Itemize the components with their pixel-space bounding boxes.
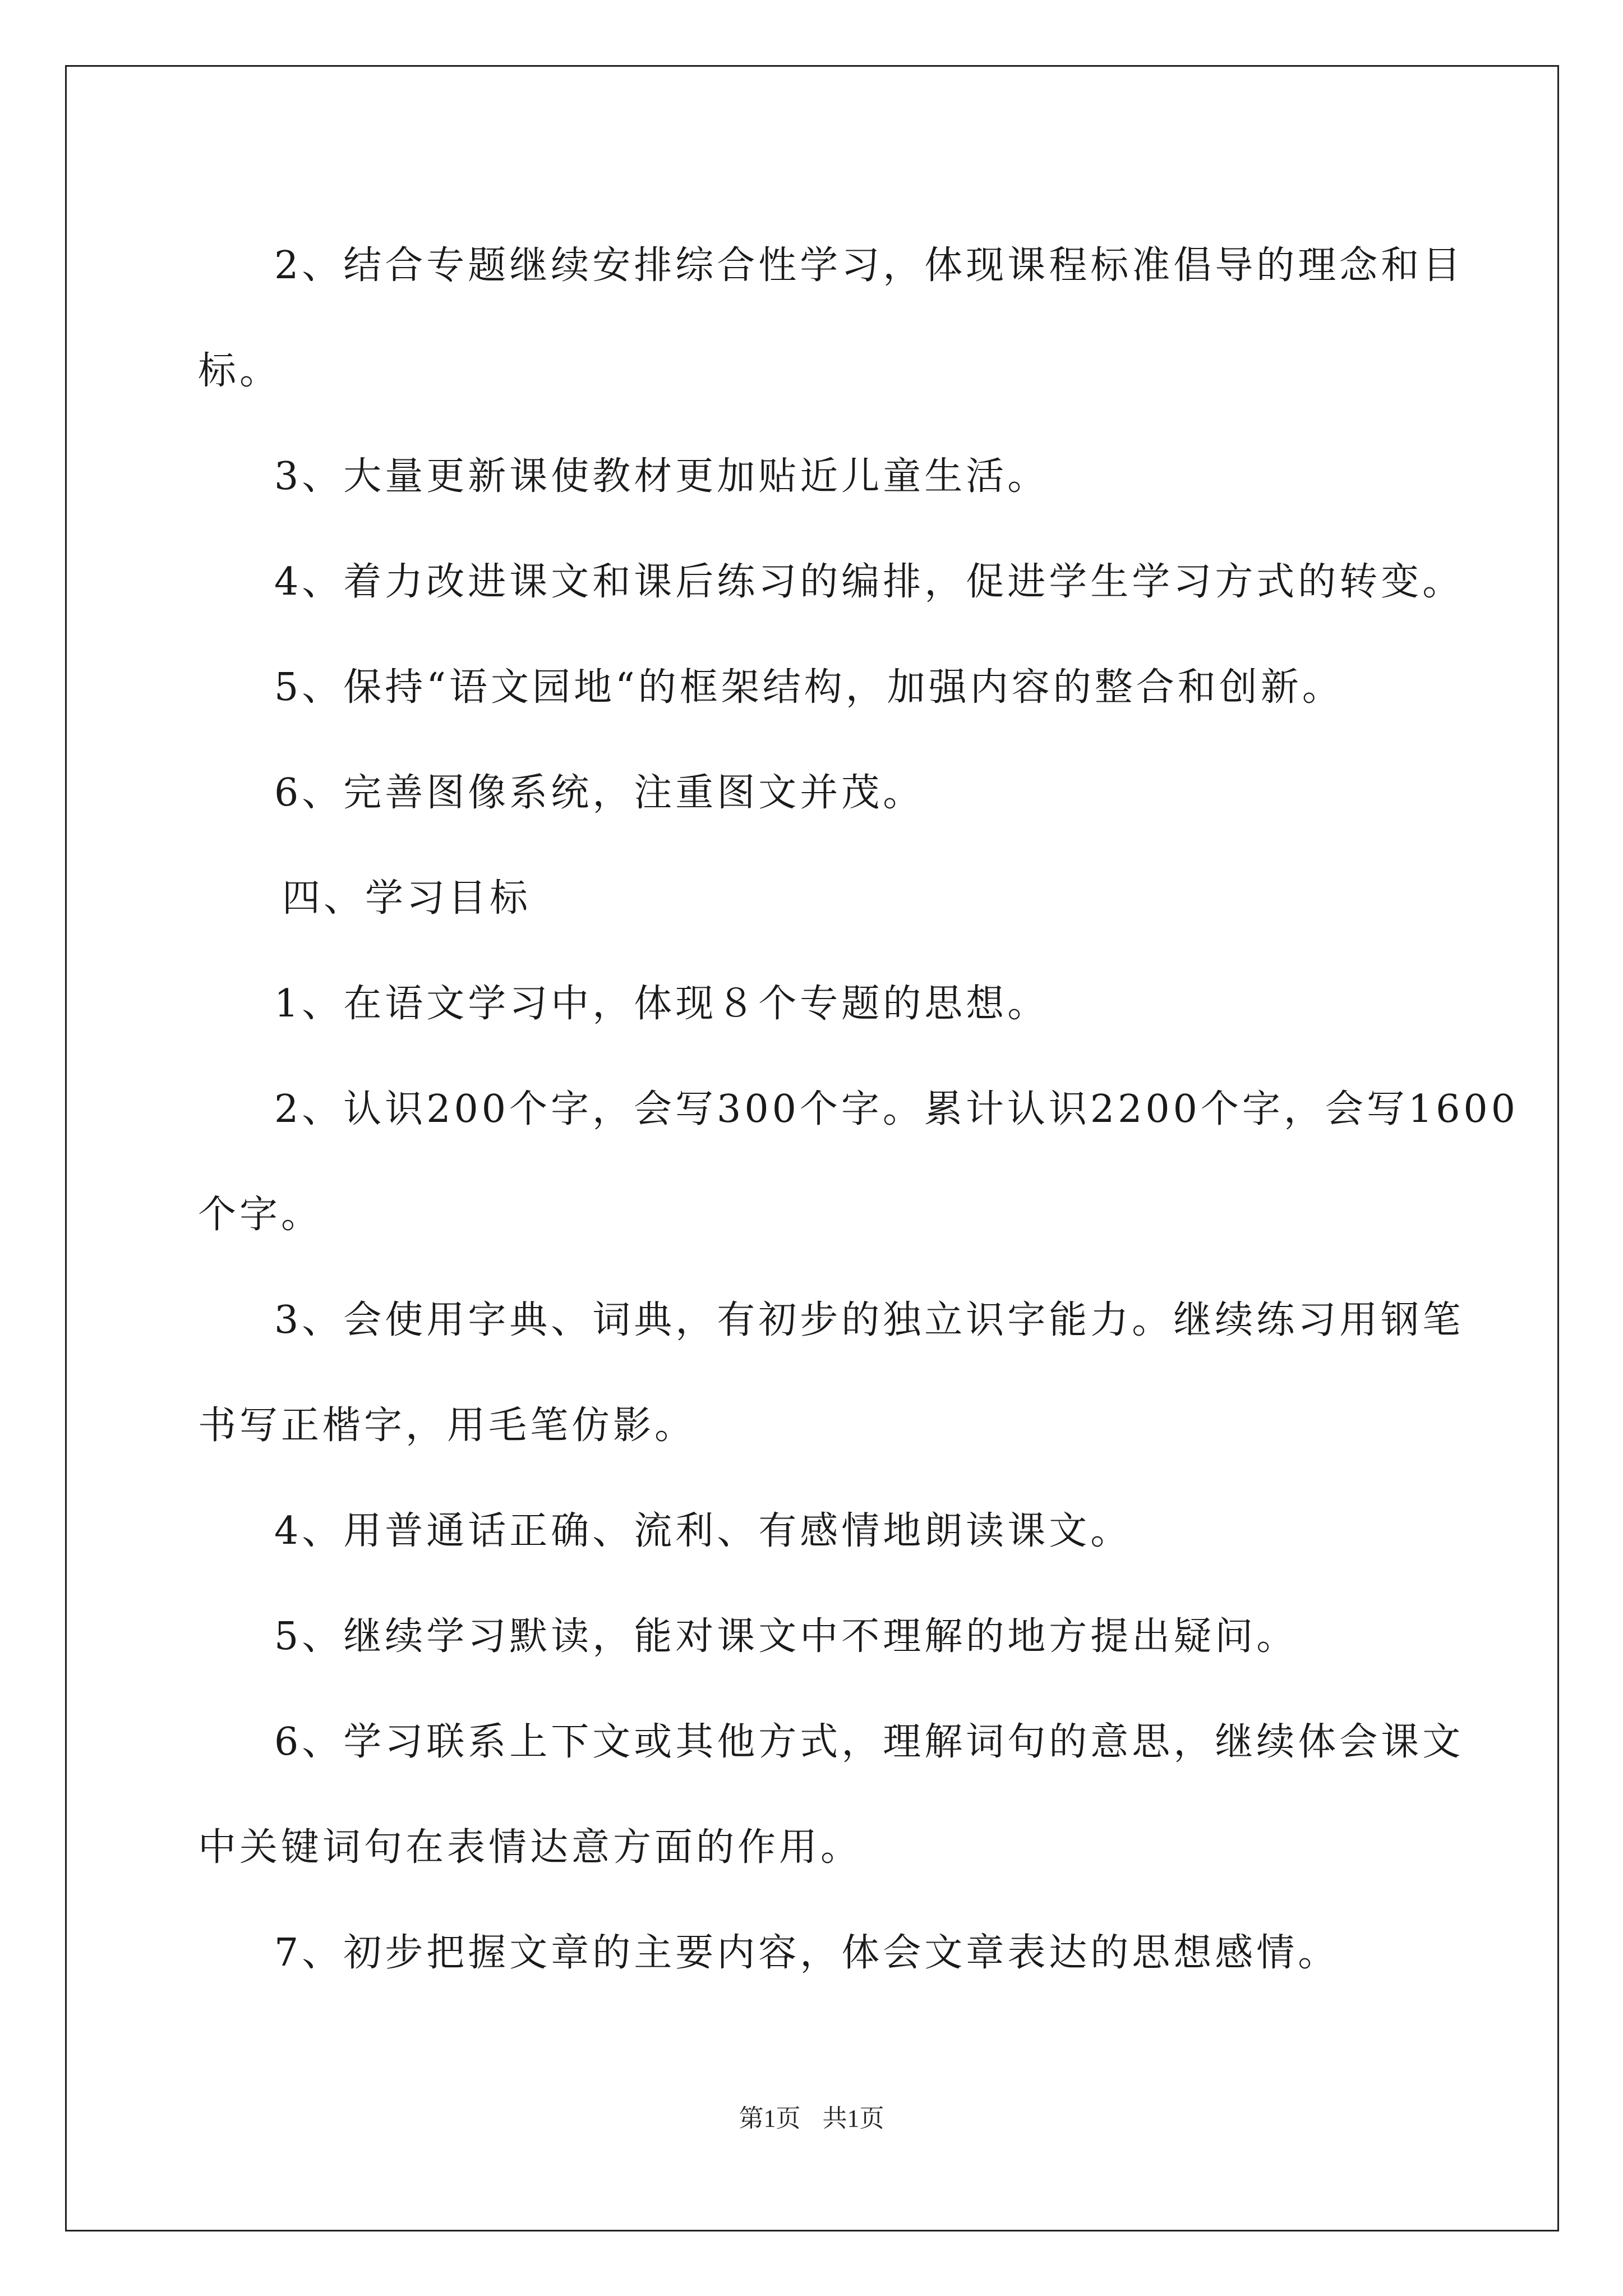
paragraph-line: 6、完善图像系统，注重图文并茂。 [274,771,925,815]
section-heading [198,846,1432,951]
page-total: 共1页 [822,2105,884,2132]
goal-3 [198,1268,1464,1479]
paragraph-line: 5、保持“语文园地“的框架结构，加强内容的整合和创新。 [274,665,1344,710]
paragraph-line: 3、会使用字典、词典，有初步的独立识字能力。继续练习用钢笔 [274,1298,1464,1342]
paragraph-line: 2、结合专题继续安排综合性学习，体现课程标准倡导的理念和目 [274,243,1464,288]
paragraph-line: 4、用普通话正确、流利、有感情地朗读课文。 [274,1509,1132,1553]
paragraph-line: 4、着力改进课文和课后练习的编排，促进学生学习方式的转变。 [274,560,1464,604]
goal-4 [198,1479,1432,1584]
paragraph-line: 7、初步把握文章的主要内容，体会文章表达的思想感情。 [274,1931,1340,1975]
paragraph-line: 5、继续学习默读，能对课文中不理解的地方提出疑问。 [274,1614,1298,1659]
paragraph-line: 中关键词句在表情达意方面的作用。 [198,1825,863,1870]
paragraph-line: 1、在语文学习中，体现８个专题的思想。 [274,982,1049,1026]
paragraph-line: 2、认识200个字，会写300个字。累计认识2200个字，会写1600 [274,1087,1519,1131]
goal-7 [198,1901,1432,2006]
goal-5 [198,1584,1432,1690]
document-body [198,213,1519,2006]
paragraph-6 [198,740,1432,846]
goal-1 [198,951,1432,1057]
paragraph-3 [198,424,1432,530]
goal-6 [198,1690,1464,1901]
paragraph-line: 6、学习联系上下文或其他方式，理解词句的意思，继续体会课文 [274,1720,1464,1764]
paragraph-line: 书写正楷字，用毛笔仿影。 [198,1404,697,1448]
page-footer [0,2098,1623,2134]
page-number: 第1页 [739,2105,801,2132]
paragraph-line: 标。 [198,349,282,393]
paragraph-4 [198,530,1464,635]
paragraph-line: 3、大量更新课使教材更加贴近儿童生活。 [274,454,1049,499]
paragraph-line: 个字。 [198,1193,323,1237]
heading-text: 四、学习目标 [282,876,532,921]
goal-2 [198,1057,1519,1268]
paragraph-5 [198,635,1432,740]
paragraph-2 [198,213,1464,424]
